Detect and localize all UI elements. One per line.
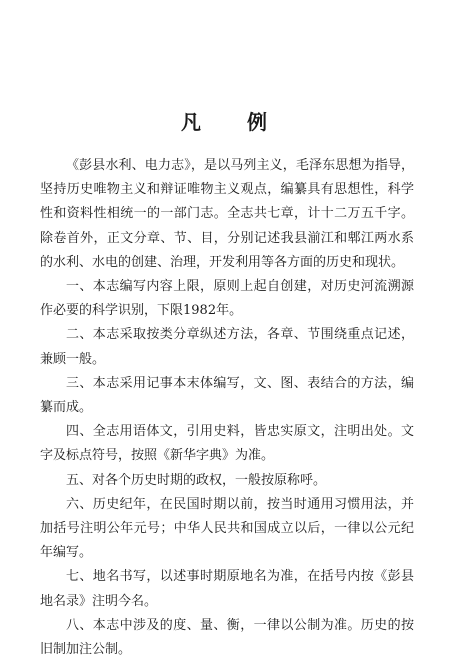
rule-paragraph-3: 三、本志采用记事本末体编写，文、图、表结合的方法，编纂而成。 (40, 375, 414, 416)
document-body (40, 154, 414, 662)
rule-paragraph-2: 二、本志采取按类分章纵述方法，各章、节围绕重点记述，兼顾一般。 (40, 327, 414, 367)
title-char: 凡 (181, 110, 203, 134)
title-char: 例 (247, 110, 269, 134)
intro-paragraph: 《彭县水利、电力志》，是以马列主义，毛泽东思想为指导，坚持历史唯物主义和辩证唯物主义观点，编纂具有思想性，科学性和资料性相统一的一部门志。全志共七章，计十二万五千字。除卷首外，正文分章、节、目，分别记述我县湔江和郫江两水系的水利、水电的创建、治理，开发利用等各方面的历史和现状。 (40, 158, 414, 270)
rule-paragraph-4: 四、全志用语体文，引用史料，皆忠实原文，注明出处。文字及标点符号，按照《新华字典》为准。 (40, 424, 414, 464)
page-title (0, 106, 450, 135)
rule-paragraph-1: 一、本志编写内容上限，原则上起自创建，对历史河流溯源作必要的科学识别，下限1982年。 (40, 279, 414, 319)
rule-paragraph-7: 七、地名书写，以述事时期原地名为准，在括号内按《彭县地名录》注明今名。 (40, 569, 414, 609)
rule-paragraph-8: 八、本志中涉及的度、量、衡，一律以公制为准。历史的按旧制加注公制。 (40, 617, 414, 658)
rule-paragraph-6: 六、历史纪年，在民国时期以前，按当时通用习惯用法，并加括号注明公年元号；中华人民共和国成立以后，一律以公元纪年编写。 (40, 496, 414, 561)
rule-paragraph-5: 五、对各个历史时期的政权，一般按原称呼。 (66, 472, 327, 488)
